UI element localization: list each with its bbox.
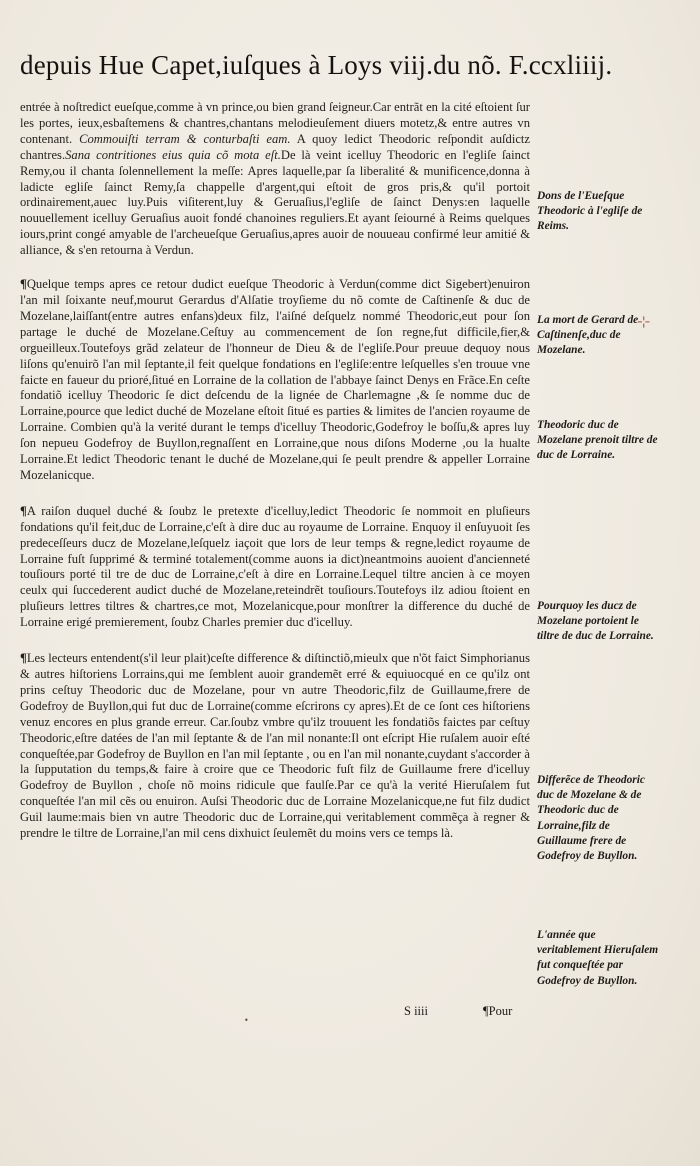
- margin-note-6: L'année que veritablement Hieruſalem fut conqueſtée par Godefroy de Buyllon.: [537, 929, 659, 987]
- paragraph-2-text: Quelque temps apres ce retour dudict eueſque Theodoric à Verdun(comme dict Sigebert)enuiron l'an mil ſoixante neuf,mourut Gerardus d'Alſatie troyſieme du nõ comte de Caſtinenſe & duc de Mozelane,laiſſant(entre autres enfans)deux filz, l'aiſné deſquelz nommé Theodoric,eut pour ſon partage le duché de Mozelane.Ceſtuy au commencement de ſon regne,fut difficile,fier,& orgueilleux.Toutefoys grãd zelateur de l'honneur de Dieu & de l'egliſe.Pour preuue dequoy nous liſons qu'enuirõ l'an mil ſeptante,il feit quelque fondations en l'egliſe:entre leſquelles s'en trouue vne faicte en faueur du prioré,ſitué en Lorraine de la collation de l'abbaye ſainct Denys en Frãce.En ceſte fondatiõ icelluy Theodoric ſe dict deſcendu de la lignée de Charlemagne ,& ſe nomme duc de Lorraine,pource que ledict duché de Mozelane eſtoit ſitué es parties & limites de l'ancien royaume de Lorraine. Combien qu'à la verité durant le temps d'icelluy Theodoric,Godefroy le boſſu,& apres luy ſon nepueu Godefroy de Buyllon,regnaſſent en Lorraine,que nous diſons Moderne ,ou la hualte Lorraine.Et ledict Theodoric tenant le duché de Mozelane,qui ſe peult prendre & appeller Lorraine Mozelanicque.: [20, 277, 530, 482]
- paragraph-1-text-a: entrée à noſtredict eueſque,comme à vn prince,ou bien grand ſeigneur.Car entrãt en la cité eſtoient ſur les portes, ieux,esbaſtemens & chantres,chantans melodieuſement diuers motetz,& entre autres vn contenant.: [20, 100, 530, 146]
- pilcrow-icon: ¶: [20, 651, 27, 666]
- handwritten-mark-icon: ⊹: [637, 312, 651, 331]
- signature-mark: S iiii: [404, 1004, 428, 1018]
- paragraph-1-text-b: A quoy ledict Theodoric reſpondit auſdictz chantres.: [20, 131, 530, 162]
- latin-quote-2: Sana contritiones eius quia cõ mota eſt.: [65, 147, 281, 162]
- ink-dot-icon: •: [244, 1016, 249, 1025]
- catchword: ¶Pour: [483, 1004, 513, 1018]
- pilcrow-icon: ¶: [20, 277, 27, 292]
- main-text-column: [20, 100, 530, 862]
- margin-note-2: La mort de Gerard de Caſtinenſe,duc de Mozelane.: [537, 314, 639, 357]
- paragraph-4: [20, 651, 530, 842]
- margin-note-4: Pourquoy les ducz de Mozelane portoient le tiltre de duc de Lorraine.: [537, 600, 654, 643]
- margin-note-3: Theodoric duc de Mozelane prenoit tiltre de duc de Lorraine.: [537, 419, 658, 462]
- paragraph-3: [20, 504, 530, 631]
- paragraph-1-text-c: De là veint icelluy Theodoric en l'egliſe ſainct Remy,ou il chanta ſolennellement la meſſe: Apres laquelle,par ſa liberalité & munificence,donna à ladicte egliſe ſainct Remy,ſa chappelle d'argent,qui eſtoit de gros pris,& qu'il portoit ordinairement,auec luy.Puis viſiterent,luy & Geruaſius,l'egliſe de ſainct Denys:en laquelle nouuellement icelluy Geruaſius auoit fondé chanoines reguliers.Et ayant ſeiourné à Reims quelques iours,print congé amyable de l'archeueſque Geruaſius,apres auoir de nouueau confirmé leur amitié & alliance, & s'en retourna à Verdun.: [20, 147, 530, 258]
- paragraph-1: [20, 100, 530, 259]
- paragraph-3-text: A raiſon duquel duché & ſoubz le pretexte d'icelluy,ledict Theodoric ſe nommoit en pluſieurs fondations qu'il feit,duc de Lorraine,c'eſt à dire duc au royaume de Lorraine. Enquoy il enſuyuoit ſes predeceſſeurs ducz de Mozelane,leſquelz iaçoit que lors de leur temps & regne,ledict royaume de Lorraine fuſt ſupprimé & terminé totalement(comme auons ia dict)neantmoins auoient d'ancienneté touſiours porté til tre de duc de Lorraine,c'eſt à dire en Lorraine.Lequel tiltre ancien à ce moyen ceulx qui ſuccederent audict duché de Mozelane,reteindrẽt touſiours.Toutefoys ilz adiou ſtoient en pluſieurs lettres tiltres & chartres,ce mot, Mozelanicque,pour monſtrer la difference du duché de Lorraine erigé premierement, ſoubz Charles premier duc d'icelluy.: [20, 503, 530, 630]
- margin-note-1: Dons de l'Eueſque Theodoric à l'egliſe de Reims.: [537, 190, 643, 233]
- pilcrow-icon: ¶: [20, 503, 27, 518]
- running-header: depuis Hue Capet,iuſques à Loys viij.du nõ. F.ccxliiij.: [20, 50, 613, 80]
- paragraph-2: [20, 277, 530, 484]
- latin-quote-1: Commouiſti terram & conturbaſti eam.: [79, 131, 291, 146]
- margin-note-5: Differẽce de Theodoric duc de Mozelane & de Theodoric duc de Lorraine,filz de Guillaume frere de Godefroy de Buyllon.: [537, 774, 645, 863]
- paragraph-4-text: Les lecteurs entendent(s'il leur plait)ceſte difference & diſtinctiõ,mieulx que n'õt faict Simphorianus & autres hiſtoriens Lorrains,qui me ſemblent auoir grandemẽt erré & equiuocqué en ce qu'ilz ont prins ceſtuy Theodoric duc de Mozelane, pour vn autre Theodoric,filz de Guillaume,frere de Godefroy de Buyllon,qui fut duc de Lorraine(comme eſcrirons cy apres).Et de ce ſont ces hiſtoriens venuz encores en plus grande erreur. Car.ſoubz vmbre qu'ilz trouuent les fondatiõs faictes par ceſtuy Theodoric,eſtre datées de l'an mil ſeptante & de l'an mil nonante:Il ont eſcript Hie ruſalem auoir eſté conqueſtée,par Godefroy de Buyllon en l'an mil ſeptante , ou en l'an mil nonante,cuydant s'accorder à la ſupputation du temps,& faire à croire que ce Theodoric fuſt filz de Guillaume frere d'icelluy Godefroy de Buyllon , choſe nõ moins ridicule que faulſe.Par ce qu'à la verité Hieruſalem fut conqueſtée l'an mil cẽs ou enuiron. Auſsi Theodoric duc de Lorraine Mozelanicque,ne fut filz dudict Guil laume:mais bien vn autre Theodoric duc de Lorraine,qui veritablement commẽça à regner & prendre le tiltre de Lorraine,l'an mil cens dixhuict ſeulemẽt du moins vers ce temps là.: [20, 651, 530, 841]
